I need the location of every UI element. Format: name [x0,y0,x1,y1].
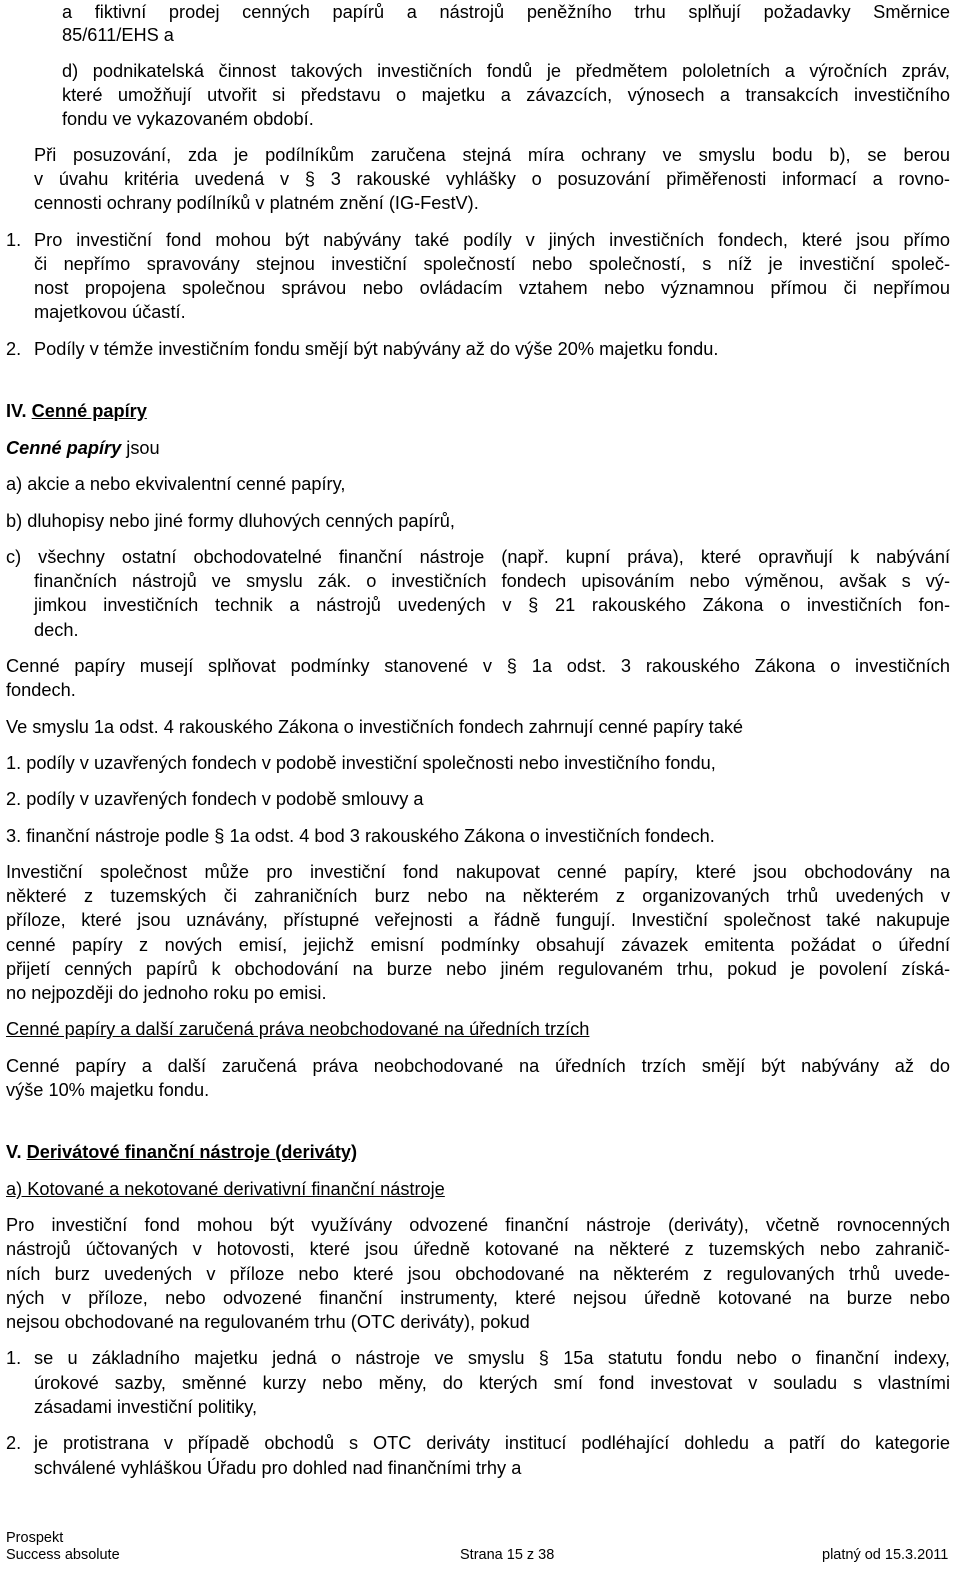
list-item-line: nost propojena společnou správou nebo ovládacím vztahem nebo významnou přímou či nepřímou [34,278,950,298]
list-number: 2. [6,1433,22,1453]
list-number: 1. [6,1348,22,1368]
paragraph-line: no nejpozději do jednoho roku po emisi. [6,983,327,1003]
paragraph-line: Při posuzování, zda je podílníkům zaručena stejná míra ochrany ve smyslu bodu b), se berou [34,145,950,165]
defined-term: Cenné papíry [6,438,122,458]
section-title: Cenné papíry [31,401,147,421]
paragraph-line: ních burz uvedených v příloze nebo které jsou obchodované na některém z regulovaných trhů uvede- [6,1264,950,1284]
list-item-line: 3. finanční nástroje podle § 1a odst. 4 bod 3 rakouského Zákona o investičních fondech. [6,826,715,846]
list-item-line: Podíly v témže investičním fondu smějí být nabývány až do výše 20% majetku fondu. [34,339,719,359]
list-item-line: se u základního majetku jedná o nástroje ve smyslu § 15a statutu fondu nebo o finanční indexy, [34,1348,950,1368]
paragraph-line [6,436,160,460]
intro-rest: jsou [121,438,160,458]
footer-page-number: Strana 15 z 38 [460,1547,555,1563]
list-item-line: jimkou investičních technik a nástrojů uvedených v § 21 rakouského Zákona o investičních fon- [34,595,950,615]
paragraph-line: některé z tuzemských či zahraničních burz nebo na některém z organizovaných trhů uvedených v [6,886,950,906]
list-item-line: dech. [34,620,79,640]
list-item-line: Pro investiční fond mohou být nabývány také podíly v jiných investičních fondech, které jsou přímo [34,230,950,250]
paragraph-line: cenné papíry z nových emisí, jejichž emisní podmínky obsahují závazek emitenta požádat o úřední [6,935,950,955]
subheading: a) Kotované a nekotované derivativní finanční nástroje [6,1179,445,1199]
list-number: 1. [6,230,22,250]
list-item-line: finančních nástrojů ve smyslu zák. o investičních fondech upisováním nebo výměnou, avšak s vý- [34,571,950,591]
paragraph-line: Ve smyslu 1a odst. 4 rakouského Zákona o investičních fondech zahrnují cenné papíry také [6,717,744,737]
list-item-line: schválené vyhláškou Úřadu pro dohled nad finančními trhy a [34,1458,522,1478]
list-item-line: či nepřímo spravovány stejnou investiční společností nebo společností, s níž je investiční společ- [34,254,950,274]
section-number: IV. [6,401,27,421]
item-d-line: které umožňují utvořit si představu o majetku a závazcích, výnosech a transakcích investičního [62,85,950,105]
list-item-line: úrokové sazby, směnné kurzy nebo měny, do kterých smí fond investovat v souladu s vlastními [34,1373,950,1393]
item-c-line: 85/611/EHS a [62,25,174,45]
list-number: 2. [6,339,22,359]
subheading: Cenné papíry a další zaručená práva neobchodované na úředních trzích [6,1019,590,1039]
footer-fund-name: Success absolute [6,1547,120,1563]
section-number: V. [6,1142,22,1162]
paragraph-line: cennosti ochrany podílníků v platném znění (IG-FestV). [34,193,479,213]
list-item-line: zásadami investiční politiky, [34,1397,258,1417]
paragraph-line: příloze, které jsou uznávány, přístupné veřejnosti a řádně fungují. Investiční společnost také nakupuje [6,910,950,930]
paragraph-line: výše 10% majetku fondu. [6,1080,210,1100]
list-item-line: a) akcie a nebo ekvivalentní cenné papíry, [6,474,346,494]
paragraph-line: Cenné papíry a další zaručená práva neobchodované na úředních trzích smějí být nabývány až do [6,1056,950,1076]
paragraph-line: Cenné papíry musejí splňovat podmínky stanovené v § 1a odst. 3 rakouského Zákona o investičních [6,656,950,676]
section-heading [6,1140,357,1164]
section-heading [6,399,147,423]
item-d-line: fondu ve vykazovaném období. [62,109,314,129]
footer-valid-date: platný od 15.3.2011 [822,1547,949,1563]
list-item-line: b) dluhopisy nebo jiné formy dluhových cenných papírů, [6,511,455,531]
paragraph-line: Pro investiční fond mohou být využívány odvozené finanční nástroje (deriváty), včetně rovnocenných [6,1215,950,1235]
item-c-line: a fiktivní prodej cenných papírů a nástrojů peněžního trhu splňují požadavky Směrnice [62,2,950,22]
paragraph-line: nástrojů účtovaných v hotovosti, které jsou úředně kotované na některé z tuzemských nebo zahranič- [6,1239,950,1259]
paragraph-line: přijetí cenných papírů k obchodování na burze nebo jiném regulovaném trhu, pokud je povolení získá- [6,959,950,979]
footer-doc-type: Prospekt [6,1530,64,1546]
list-item-line: je protistrana v případě obchodů s OTC deriváty institucí podléhající dohledu a patří do kategorie [34,1433,950,1453]
list-item-line: c) všechny ostatní obchodovatelné finanční nástroje (např. kupní práva), které opravňují k nabývání [6,547,950,567]
list-item-line: 1. podíly v uzavřených fondech v podobě investiční společnosti nebo investičního fondu, [6,753,716,773]
paragraph-line: v úvahu kritéria uvedená v § 3 rakouské vyhlášky o posuzování přiměřenosti informací a rovno- [34,169,950,189]
list-item-line: 2. podíly v uzavřených fondech v podobě smlouvy a [6,789,424,809]
paragraph-line: Investiční společnost může pro investiční fond nakupovat cenné papíry, které jsou obchodovány na [6,862,950,882]
paragraph-line: ných v příloze, nebo odvozené finanční instrumenty, které nejsou úředně kotované na burze nebo [6,1288,950,1308]
item-d-line: d) podnikatelská činnost takových investičních fondů je předmětem pololetních a výročních zpráv, [62,61,950,81]
list-item-line: majetkovou účastí. [34,302,186,322]
paragraph-line: fondech. [6,680,76,700]
paragraph-line: nejsou obchodované na regulovaném trhu (OTC deriváty), pokud [6,1312,530,1332]
section-title: Derivátové finanční nástroje (deriváty) [26,1142,358,1162]
